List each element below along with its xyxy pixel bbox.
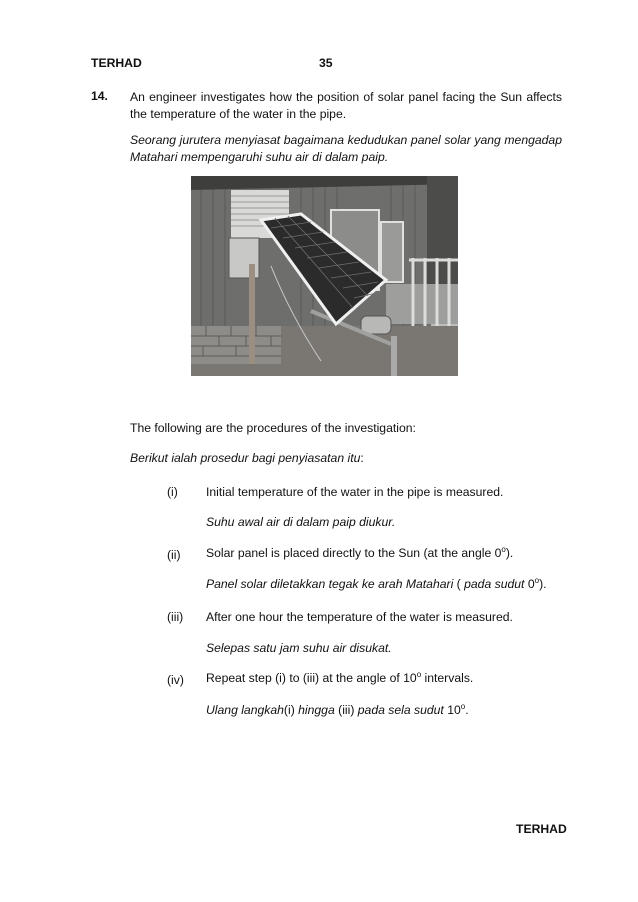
step-english: Repeat step (i) to (iii) at the angle of 10$^o$ intervals.	[206, 670, 474, 685]
step-english: Solar panel is placed directly to the Sun (at the angle 0$^o$).	[206, 545, 514, 560]
procedures-intro-english: The following are the procedures of the investigation:	[130, 421, 416, 435]
question-stem-english: An engineer investigates how the position of solar panel facing the Sun affects the temperature of the water in the pipe.	[130, 90, 562, 121]
footer-restricted-label: TERHAD	[516, 822, 567, 836]
step-english: Initial temperature of the water in the pipe is measured.	[206, 485, 504, 499]
step-number: (iii)	[167, 610, 184, 624]
step-malay: Panel solar diletakkan tegak ke arah Matahari ( pada sudut 0$^o$).	[206, 576, 547, 591]
header-restricted-label: TERHAD	[91, 56, 142, 70]
step-number: (i)	[167, 485, 178, 499]
step-number: (iv)	[167, 673, 184, 687]
question-stem-malay: Seorang jurutera menyiasat bagaimana kedudukan panel solar yang mengadap Matahari mempengaruhi suhu air di dalam paip.	[130, 133, 562, 164]
question-number: 14.	[91, 89, 108, 103]
step-number: (ii)	[167, 548, 181, 562]
step-english: After one hour the temperature of the water is measured.	[206, 610, 513, 624]
solar-panel-illustration	[191, 176, 458, 376]
step-malay: Ulang langkah(i) hingga (iii) pada sela sudut 10$^o$.	[206, 702, 469, 717]
step-malay: Suhu awal air di dalam paip diukur.	[206, 515, 396, 529]
page-number: 35	[319, 56, 333, 70]
step-malay: Selepas satu jam suhu air disukat.	[206, 641, 392, 655]
procedures-intro-malay: Berikut ialah prosedur bagi penyiasatan itu:	[130, 451, 364, 465]
solar-panel-photo	[191, 176, 458, 376]
